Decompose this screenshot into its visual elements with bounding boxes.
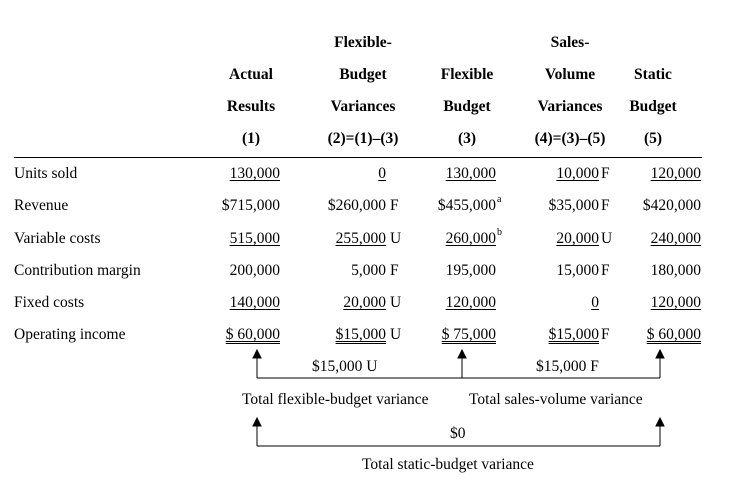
header-salesvar-line4: (4)=(3)–(5) (534, 130, 606, 147)
header-static-line3: (5) (643, 130, 663, 147)
row-label: Units sold (14, 165, 78, 182)
sales-variance-flag: F (601, 197, 610, 214)
header-salesvar-line1: Sales- (550, 34, 590, 51)
flexible-budget-value: $455,000 (437, 197, 496, 214)
static-budget-value: 180,000 (650, 262, 701, 279)
arrow-up-icon (656, 350, 664, 358)
sales-variance-value: $35,000 (548, 197, 599, 214)
total-static-variance-label: Total static-budget variance (362, 456, 534, 473)
sales-variance-value: 15,000 (556, 262, 599, 279)
flexible-budget-value: 130,000 (445, 165, 496, 182)
sales-variance-flag: F (601, 262, 610, 279)
sales-variance-flag: F (601, 165, 610, 182)
arrow-up-icon (656, 418, 664, 426)
header-actual-line3: (1) (241, 130, 261, 147)
header-flexvar-line3: Variances (330, 98, 396, 115)
row-label: Contribution margin (14, 262, 141, 279)
flexible-variance-value: $260,000 (327, 197, 386, 214)
flexible-variance-value: 20,000 (343, 294, 386, 311)
total-sales-variance-label: Total sales-volume variance (469, 391, 643, 408)
actual-value: $715,000 (221, 197, 280, 214)
flexible-budget-value: 260,000 (445, 230, 496, 247)
flexible-variance-value: 5,000 (351, 262, 386, 279)
total-flexible-variance-amount: $15,000 U (312, 358, 378, 375)
sales-variance-value: 10,000 (556, 165, 599, 182)
arrow-up-icon (458, 350, 466, 358)
static-budget-value: 120,000 (650, 165, 701, 182)
total-sales-variance-amount: $15,000 F (536, 358, 599, 375)
header-actual-line1: Actual (229, 66, 273, 83)
total-flexible-variance-label: Total flexible-budget variance (242, 391, 429, 408)
row-label: Fixed costs (14, 294, 85, 311)
row-label: Operating income (14, 326, 126, 343)
sales-variance-value: 20,000 (556, 230, 599, 247)
flexible-variance-flag: F (390, 197, 399, 214)
flexible-variance-flag: F (390, 262, 399, 279)
flexible-variance-flag: U (390, 230, 402, 247)
actual-value: $ 60,000 (225, 326, 280, 343)
header-flex-line1: Flexible (440, 66, 494, 83)
footnote-marker: b (497, 227, 502, 238)
actual-value: 130,000 (229, 165, 280, 182)
flexible-variance-flag: U (390, 294, 402, 311)
actual-value: 200,000 (229, 262, 280, 279)
flexible-variance-flag: U (390, 326, 402, 343)
header-salesvar-line2: Volume (544, 66, 596, 83)
header-flex-line2: Budget (443, 98, 491, 115)
flexible-budget-value: 120,000 (445, 294, 496, 311)
header-flexvar-line1: Flexible- (334, 34, 392, 51)
static-budget-value: $ 60,000 (646, 326, 701, 343)
static-budget-value: 120,000 (650, 294, 701, 311)
actual-value: 515,000 (229, 230, 280, 247)
sales-variance-value: 0 (591, 294, 599, 311)
arrow-up-icon (253, 418, 261, 426)
sales-variance-flag: U (601, 230, 613, 247)
static-budget-value: $420,000 (642, 197, 701, 214)
header-flexvar-line2: Budget (339, 66, 387, 83)
actual-value: 140,000 (229, 294, 280, 311)
static-budget-value: 240,000 (650, 230, 701, 247)
flexible-budget-value: 195,000 (445, 262, 496, 279)
flexible-variance-value: $15,000 (335, 326, 386, 343)
header-static-line1: Static (634, 66, 672, 83)
header-salesvar-line3: Variances (537, 98, 603, 115)
arrow-up-icon (253, 350, 261, 358)
row-label: Revenue (14, 197, 69, 214)
header-flexvar-line4: (2)=(1)–(3) (327, 130, 399, 147)
footnote-marker: a (497, 194, 502, 205)
flexible-variance-value: 255,000 (335, 230, 386, 247)
sales-variance-value: $15,000 (548, 326, 599, 343)
header-static-line2: Budget (629, 98, 677, 115)
header-actual-line2: Results (226, 98, 276, 115)
flexible-variance-value: 0 (378, 165, 386, 182)
sales-variance-flag: F (601, 326, 610, 343)
header-flex-line3: (3) (457, 130, 477, 147)
total-static-variance-amount: $0 (447, 425, 469, 443)
row-label: Variable costs (14, 230, 101, 247)
flexible-budget-value: $ 75,000 (441, 326, 496, 343)
